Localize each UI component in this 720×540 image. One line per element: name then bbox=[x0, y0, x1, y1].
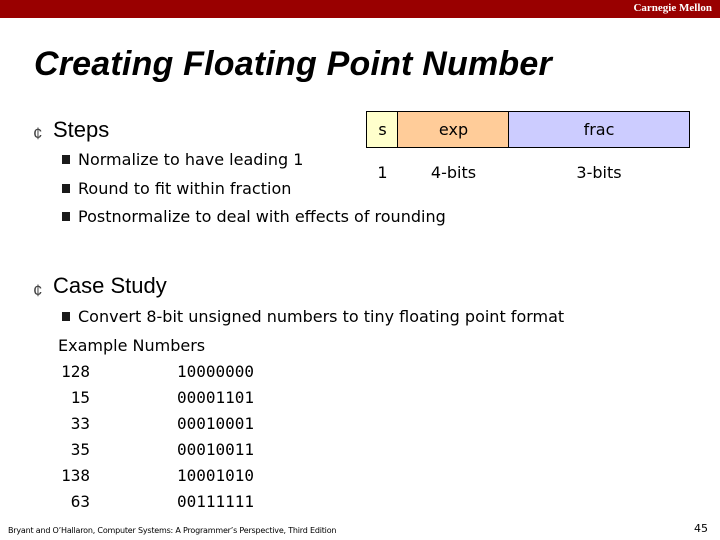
binary-value: 00001101 bbox=[177, 388, 255, 407]
binary-value: 00111111 bbox=[177, 492, 255, 511]
binary-value: 00010011 bbox=[177, 440, 255, 459]
decimal-value: 128 bbox=[61, 362, 90, 381]
step-item: Postnormalize to deal with effects of rounding bbox=[78, 207, 446, 226]
header-bar bbox=[0, 0, 720, 18]
footer-citation: Bryant and O’Hallaron, Computer Systems: A Programmer’s Perspective, Third Edition bbox=[8, 526, 337, 535]
decimal-value: 15 bbox=[70, 388, 90, 407]
decimal-value: 138 bbox=[61, 466, 90, 485]
brand-label: Carnegie Mellon bbox=[633, 2, 712, 14]
square-bullet-icon bbox=[62, 212, 70, 221]
case-study-item: Convert 8-bit unsigned numbers to tiny floating point format bbox=[78, 307, 565, 326]
decimal-value: 33 bbox=[70, 414, 90, 433]
step-item: Normalize to have leading 1 bbox=[78, 150, 304, 169]
frac-field-box: frac bbox=[508, 111, 690, 148]
sign-bits-label: 1 bbox=[377, 163, 388, 182]
sign-field-box: s bbox=[366, 111, 399, 148]
decimal-value: 63 bbox=[70, 492, 90, 511]
step-item: Round to fit within fraction bbox=[78, 179, 292, 198]
bullet-icon: ¢ bbox=[33, 281, 43, 300]
square-bullet-icon bbox=[62, 184, 70, 193]
examples-label: Example Numbers bbox=[58, 336, 206, 355]
frac-bits-label: 3-bits bbox=[576, 163, 622, 182]
binary-value: 10001010 bbox=[177, 466, 255, 485]
steps-heading: Steps bbox=[53, 117, 110, 142]
page-number: 45 bbox=[694, 522, 708, 535]
square-bullet-icon bbox=[62, 155, 70, 164]
square-bullet-icon bbox=[62, 312, 70, 321]
exp-bits-label: 4-bits bbox=[430, 163, 477, 182]
slide-title: Creating Floating Point Number bbox=[34, 45, 552, 83]
binary-value: 10000000 bbox=[177, 362, 255, 381]
decimal-value: 35 bbox=[70, 440, 90, 459]
binary-value: 00010001 bbox=[177, 414, 255, 433]
bullet-icon: ¢ bbox=[33, 124, 43, 143]
exp-field-box: exp bbox=[397, 111, 510, 148]
case-study-heading: Case Study bbox=[53, 273, 167, 298]
